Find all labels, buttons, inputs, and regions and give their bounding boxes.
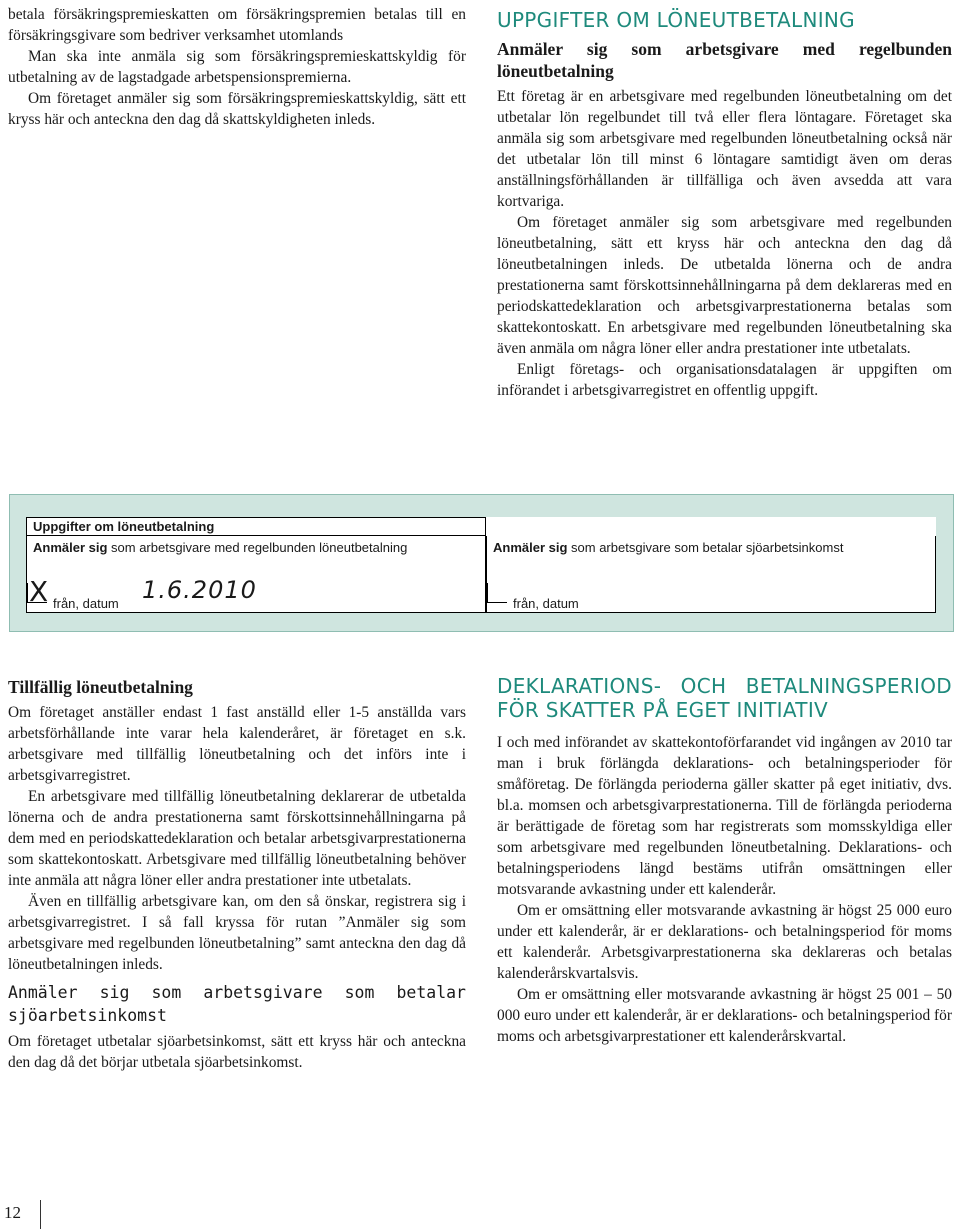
form-inner xyxy=(26,517,936,613)
label-rest: som arbetsgivare med regelbunden löneutbetalning xyxy=(107,540,408,555)
paragraph: Om företaget anmäler sig som försäkringspremieskattskyldig, sätt ett kryss här och anteckna den dag då skattskyldigheten inleds. xyxy=(8,90,466,128)
paragraph: Ett företag är en arbetsgivare med regelbunden löneutbetalning om det utbetalar lön regelbundet till två eller flera löntagare. Företaget ska anmäla sig som arbetsgivare med regelbunden löneutbetalning också när det utbetalar lön till minst 6 löntagare samtidigt även om deras anställningsförhållanden är tillfälliga och även avsedda att vara kortvariga. xyxy=(497,88,952,210)
page-number: 12 xyxy=(4,1203,21,1222)
paragraph: Om företaget anmäler sig som arbetsgivare med regelbunden löneutbetalning, sätt ett kryss här och anteckna den dag då löneutbetalningen inleds. De utbetalda lönerna och de andra prestationerna samt förskottsinnehållningarna på dem deklareras med en periodskattedeklaration och arbetsgivarprestationerna betalas som skattekontoskatt. En arbetsgivare med regelbunden löneutbetalning ska även anmäla om några löner eller andra prestationer inte utbetalats. xyxy=(497,214,952,357)
paragraph: Även en tillfällig arbetsgivare kan, om den så önskar, registrera sig i arbetsgivarregistret. I så fall kryssa för rutan ”Anmäler sig som arbetsgivare med regelbunden löneutbetalning” samt anteckna den dag då löneutbetalningen inleds. xyxy=(8,893,466,973)
checkbox-mark: X xyxy=(29,575,49,608)
left-top-column xyxy=(8,4,466,130)
section-heading: UPPGIFTER OM LÖNEUTBETALNING xyxy=(497,8,855,32)
from-date-value[interactable]: 1.6.2010 xyxy=(142,576,257,604)
from-date-label: från, datum xyxy=(513,596,579,611)
paragraph: Man ska inte anmäla sig som försäkringspremieskattskyldig för utbetalning av de lagstadgade arbetspensionspremierna. xyxy=(8,48,466,86)
paragraph: Om företaget utbetalar sjöarbetsinkomst, sätt ett kryss här och anteckna den dag då det börjar utbetala sjöarbetsinkomst. xyxy=(8,1033,466,1071)
label-bold: Anmäler sig xyxy=(33,540,108,555)
regular-payroll-label xyxy=(33,539,407,557)
label-rest: som arbetsgivare som betalar sjöarbetsinkomst xyxy=(567,540,844,555)
paragraph: Om er omsättning eller motsvarande avkastning är högst 25 001 – 50 000 euro under ett kalenderår, är er deklarations- och betalningsperiod för moms och arbetsgivarprestationer ett kalenderårskvartal. xyxy=(497,986,952,1045)
subheading: Tillfällig löneutbetalning xyxy=(8,677,193,697)
right-bottom-column xyxy=(497,670,952,1047)
right-top-column xyxy=(497,4,952,401)
divider xyxy=(485,517,486,536)
regular-payroll-row xyxy=(26,536,486,613)
subheading: Anmäler sig som arbetsgivare som betalar sjöarbetsinkomst xyxy=(8,983,466,1025)
form-title: Uppgifter om löneutbetalning xyxy=(26,517,485,536)
from-date-label: från, datum xyxy=(53,596,119,611)
form-panel xyxy=(9,494,954,632)
seafaring-checkbox[interactable] xyxy=(487,583,507,603)
section-heading: DEKLARATIONS- OCH BETALNINGSPERIOD FÖR SKATTER PÅ EGET INITIATIV xyxy=(497,674,952,722)
paragraph: Om företaget anställer endast 1 fast anställd eller 1-5 anställda vars arbetsförhållande inte varar hela kalenderåret, är företaget en s.k. arbetsgivare med tillfällig löneutbetalning och det införs inte i arbetsgivarregistret. xyxy=(8,704,466,784)
seafaring-label xyxy=(493,539,843,557)
paragraph: betala försäkringspremieskatten om försäkringspremien betalas till en försäkringsgivare som bedriver verksamhet utomlands xyxy=(8,6,466,44)
paragraph: Om er omsättning eller motsvarande avkastning är högst 25 000 euro under ett kalenderår, är er deklarations- och betalningsperiod för moms ett kalenderår. Arbetsgivarprestationerna ska deklareras och betalas kalenderårskvartalsvis. xyxy=(497,902,952,982)
label-bold: Anmäler sig xyxy=(493,540,568,555)
left-bottom-column xyxy=(8,674,466,1073)
paragraph: En arbetsgivare med tillfällig löneutbetalning deklarerar de utbetalda lönerna och de andra prestationerna samt förskottsinnehållningarna på dem med en periodskattedeklaration och betalar arbetsgivarprestationerna som skattekontoskatt. Arbetsgivare med tillfällig löneutbetalning behöver inte anmäla att några löner eller andra prestationer inte utbetalats. xyxy=(8,788,466,889)
subheading: Anmäler sig som arbetsgivare med regelbunden löneutbetalning xyxy=(497,39,952,81)
paragraph: I och med införandet av skattekontoförfarandet vid ingången av 2010 tar man i bruk förlängda deklarations- och betalningsperioder för småföretag. De förlängda perioderna gäller skatter på eget initiativ, dvs. bl.a. momsen och arbetsgivarprestationerna. Till de förlängda perioderna är berättigade de företag som har registrerats som momsskyldiga eller som arbetsgivare med regelbunden löneutbetalning. Deklarations- och betalningsperiodens längd bestäms utifrån omsättningen eller motsvarande avkastning under ett kalenderår. xyxy=(497,734,952,898)
seafaring-row xyxy=(486,536,936,613)
paragraph: Enligt företags- och organisationsdatalagen är uppgiften om införandet i arbetsgivarregistret en offentlig uppgift. xyxy=(497,361,952,399)
